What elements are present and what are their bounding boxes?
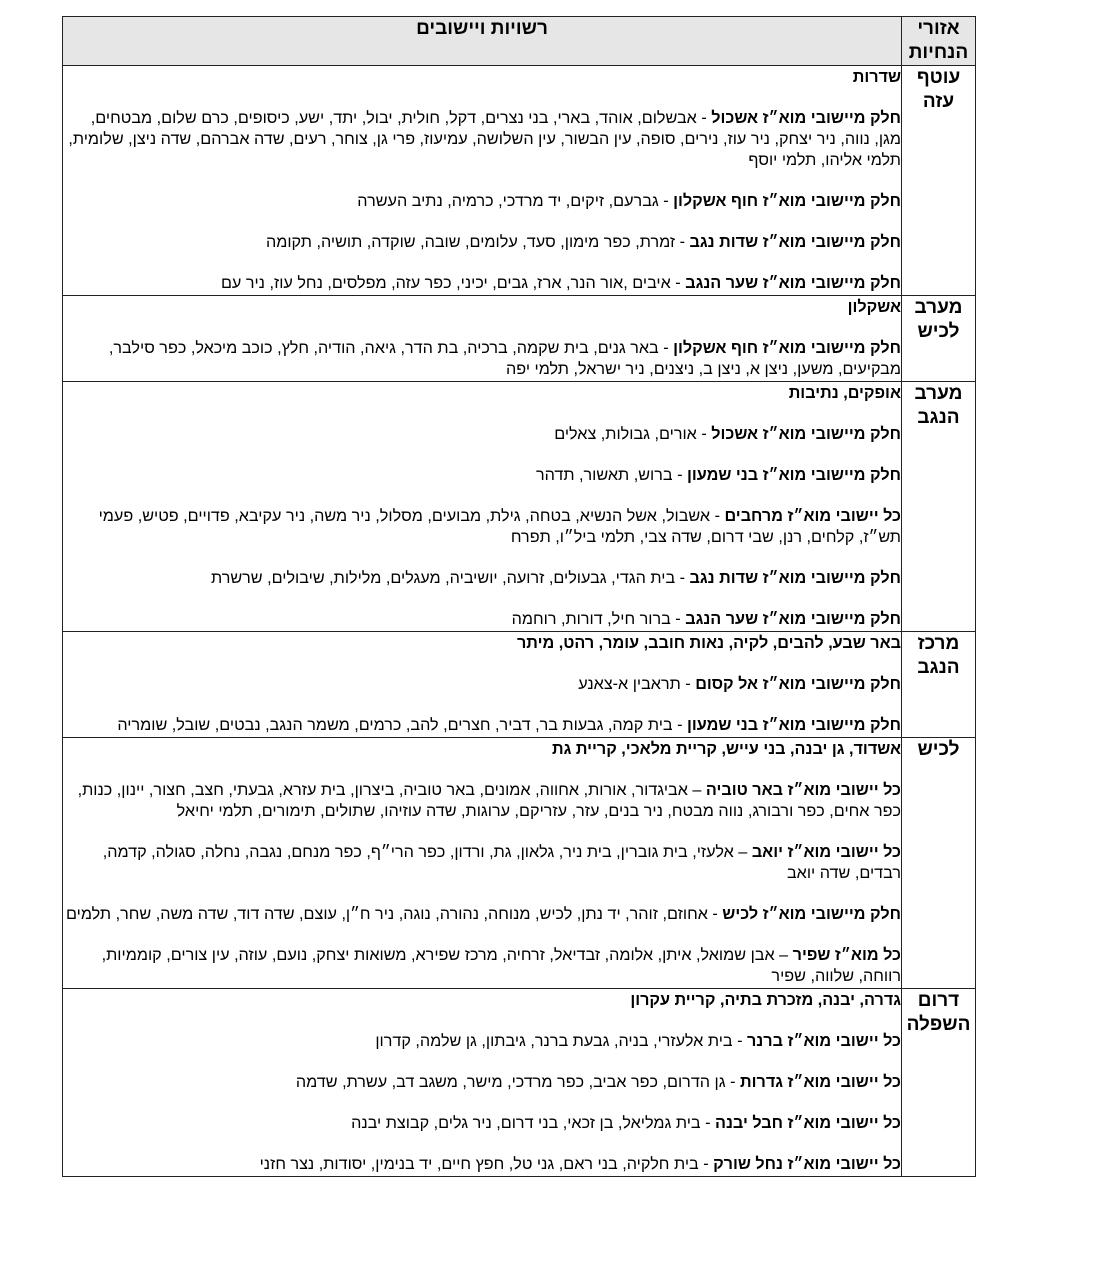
council-entry <box>63 609 901 630</box>
separator: – <box>774 946 793 964</box>
council-name: חלק מיישובי מוא״ז חוף אשקלון <box>673 339 901 357</box>
council-entry <box>63 1113 901 1134</box>
region-name: לכיש <box>902 738 976 989</box>
region-cities: אשקלון <box>847 298 901 316</box>
separator: - <box>707 905 723 923</box>
region-cities: אופקים, נתיבות <box>788 384 901 402</box>
council-entry <box>63 506 901 548</box>
settlements-list: ברור חיל, דורות, רוחמה <box>511 610 671 628</box>
region-content <box>63 382 902 632</box>
region-name: מערב הנגב <box>902 382 976 632</box>
council-entry <box>63 191 901 212</box>
settlements-list: תראבין א-צאנע <box>578 675 681 693</box>
region-content <box>63 989 902 1177</box>
settlements-list: אורים, גבולות, צאלים <box>554 425 697 443</box>
council-name: חלק מיישובי מוא״ז בני שמעון <box>686 466 901 484</box>
separator: - <box>672 716 687 734</box>
table-row <box>63 989 976 1177</box>
council-entry <box>63 842 901 884</box>
regions-table <box>62 16 976 1177</box>
council-entry <box>63 945 901 987</box>
separator: - <box>732 1032 747 1050</box>
council-name: חלק מיישובי מוא״ז בני שמעון <box>686 716 901 734</box>
separator: - <box>670 610 686 628</box>
separator: - <box>710 507 725 525</box>
separator: - <box>725 1073 740 1091</box>
region-content <box>63 738 902 989</box>
council-name: כל מוא״ז שפיר <box>792 946 901 964</box>
settlements-list: בית קמה, גבעות בר, דביר, חצרים, להב, כרמים, משמר הנגב, נבטים, שובל, שומריה <box>117 716 673 734</box>
council-name: חלק מיישובי מוא״ז שדות נגב <box>689 233 901 251</box>
council-entry <box>63 108 901 171</box>
settlements-list: איבים ,אור הנר, ארז, גבים, יכיני, כפר עזה, מפלסים, נחל עוז, ניר עם <box>220 274 671 292</box>
separator: - <box>696 109 712 127</box>
table-row <box>63 738 976 989</box>
separator: - <box>675 233 690 251</box>
council-entry <box>63 1072 901 1093</box>
settlements-list: אשבול, אשל הנשיא, בטחה, גילת, מבועים, מסלול, ניר משה, ניר עקיבא, פדויים, פטיש, פעמי תש״ז, קלחים, רנן, שבי דרום, שדה צבי, תלמי ביל״ו, תפרח <box>98 507 901 546</box>
council-name: כל יישובי מוא״ז חבל יבנה <box>715 1114 901 1132</box>
council-name: כל יישובי מוא״ז באר טוביה <box>705 781 901 799</box>
settlements-list: אבשלום, אוהד, בארי, בני נצרים, דקל, חולית, יבול, יתד, ישע, כיסופים, כרם שלום, מבטחים, מגן, נווה, ניר יצחק, ניר עוז, נירים, סופה, עין הבשור, עין השלושה, עמיעוז, פרי גן, צוחר, רעים, שדה אברהם, שדה ניצן, שלומית, תלמי אליהו, תלמי יוסף <box>68 109 901 169</box>
header-regions: אזורי הנחיות <box>902 17 976 66</box>
council-entry <box>63 715 901 736</box>
settlements-list: אלעזי, בית גוברין, בית ניר, גלאון, גת, ורדון, כפר הרי״ף, כפר מנחם, נגבה, נחלה, סגולה, קדמה, רבדים, שדה יואב <box>102 843 901 882</box>
settlements-list: זמרת, כפר מימון, סעד, עלומים, שובה, שוקדה, תושיה, תקומה <box>265 233 676 251</box>
region-name: עוטף עזה <box>902 66 976 296</box>
region-cities: באר שבע, להבים, לקיה, נאות חובב, עומר, רהט, מיתר <box>516 634 901 652</box>
table-header-row <box>63 17 976 66</box>
settlements-list: ברוש, תאשור, תדהר <box>535 466 673 484</box>
settlements-list: אבן שמואל, איתן, אלומה, זבדיאל, זרחיה, מרכז שפירא, משואות יצחק, נועם, עוזה, עין צורים, קוממיות, רווחה, שלווה, שפיר <box>101 946 901 985</box>
region-name: מערב לכיש <box>902 296 976 382</box>
council-entry <box>63 424 901 445</box>
council-entry <box>63 780 901 822</box>
council-name: כל יישובי מוא״ז יואב <box>751 843 901 861</box>
settlements-list: אביגדור, אורות, אחווה, אמונים, באר טוביה, ביצרון, בית עזרא, גבעתי, חצב, חצור, יינון, כנות, כפר אחים, כפר ורבורג, נווה מבטח, ניר בנים, עזר, עזריקם, ערוגות, שדה עוזיהו, שתולים, תימורים, תלמי יחיאל <box>77 781 901 820</box>
table-row <box>63 66 976 296</box>
header-authorities: רשויות ויישובים <box>63 17 902 66</box>
region-content <box>63 632 902 738</box>
council-name: חלק מיישובי מוא״ז חוף אשקלון <box>673 192 901 210</box>
region-cities: שדרות <box>852 68 901 86</box>
settlements-list: בית חלקיה, בני ראם, גני טל, חפץ חיים, יד בנימין, יסודות, נצר חזני <box>259 1155 699 1173</box>
separator: - <box>658 192 674 210</box>
council-entry <box>63 465 901 486</box>
region-content <box>63 66 902 296</box>
settlements-list: אחוזם, זוהר, יד נתן, לכיש, מנוחה, נהורה, נוגה, ניר ח״ן, עוצם, שדה דוד, שדה משה, שחר, תלמים <box>66 905 708 923</box>
council-entry <box>63 1031 901 1052</box>
separator: - <box>700 1114 716 1132</box>
council-name: חלק מיישובי מוא״ז שער הנגב <box>685 274 901 292</box>
region-cities: אשדוד, גן יבנה, בני עייש, קריית מלאכי, קריית גת <box>551 740 901 758</box>
table-body <box>63 66 976 1177</box>
council-entry <box>63 1154 901 1175</box>
settlements-list: באר גנים, בית שקמה, ברכיה, בת הדר, גיאה, הודיה, חלץ, כוכב מיכאל, כפר סילבר, מבקיעים, משען, ניצן א, ניצן ב, ניצנים, ניר ישראל, תלמי יפה <box>108 339 901 378</box>
council-entry <box>63 232 901 253</box>
separator: - <box>670 274 686 292</box>
separator: – <box>687 781 706 799</box>
separator: - <box>658 339 674 357</box>
table-row <box>63 382 976 632</box>
table-row <box>63 296 976 382</box>
council-name: כל יישובי מוא״ז גדרות <box>739 1073 901 1091</box>
table-row <box>63 632 976 738</box>
council-entry <box>63 338 901 380</box>
council-name: כל יישובי מוא״ז ברנר <box>746 1032 901 1050</box>
separator: - <box>680 675 696 693</box>
settlements-list: גן הדרום, כפר אביב, כפר מרדכי, מישר, משגב דב, עשרת, שדמה <box>295 1073 726 1091</box>
settlements-list: בית אלעזרי, בניה, גבעת ברנר, גיבתון, גן שלמה, קדרון <box>375 1032 733 1050</box>
council-name: חלק מיישובי מוא״ז שדות נגב <box>689 569 901 587</box>
council-name: כל יישובי מוא״ז נחל שורק <box>713 1155 901 1173</box>
council-name: חלק מיישובי מוא״ז אל קסום <box>695 675 901 693</box>
separator: - <box>672 466 687 484</box>
council-entry <box>63 674 901 695</box>
council-name: חלק מיישובי מוא״ז לכיש <box>722 905 901 923</box>
settlements-list: בית הגדי, גבעולים, זרועה, יושיביה, מעגלים, מלילות, שיבולים, שרשרת <box>211 569 676 587</box>
council-entry <box>63 568 901 589</box>
separator: - <box>696 425 712 443</box>
council-name: כל יישובי מוא״ז מרחבים <box>724 507 901 525</box>
region-content <box>63 296 902 382</box>
settlements-list: גברעם, זיקים, יד מרדכי, כרמיה, נתיב העשרה <box>357 192 659 210</box>
region-name: דרום השפלה <box>902 989 976 1177</box>
separator: - <box>698 1155 714 1173</box>
separator: – <box>733 843 752 861</box>
council-entry <box>63 904 901 925</box>
council-name: חלק מיישובי מוא״ז אשכול <box>711 109 901 127</box>
region-name: מרכז הנגב <box>902 632 976 738</box>
settlements-list: בית גמליאל, בן זכאי, בני דרום, ניר גלים, קבוצת יבנה <box>351 1114 701 1132</box>
council-name: חלק מיישובי מוא״ז אשכול <box>711 425 901 443</box>
council-entry <box>63 273 901 294</box>
council-name: חלק מיישובי מוא״ז שער הנגב <box>685 610 901 628</box>
separator: - <box>675 569 690 587</box>
region-cities: גדרה, יבנה, מזכרת בתיה, קריית עקרון <box>630 991 901 1009</box>
